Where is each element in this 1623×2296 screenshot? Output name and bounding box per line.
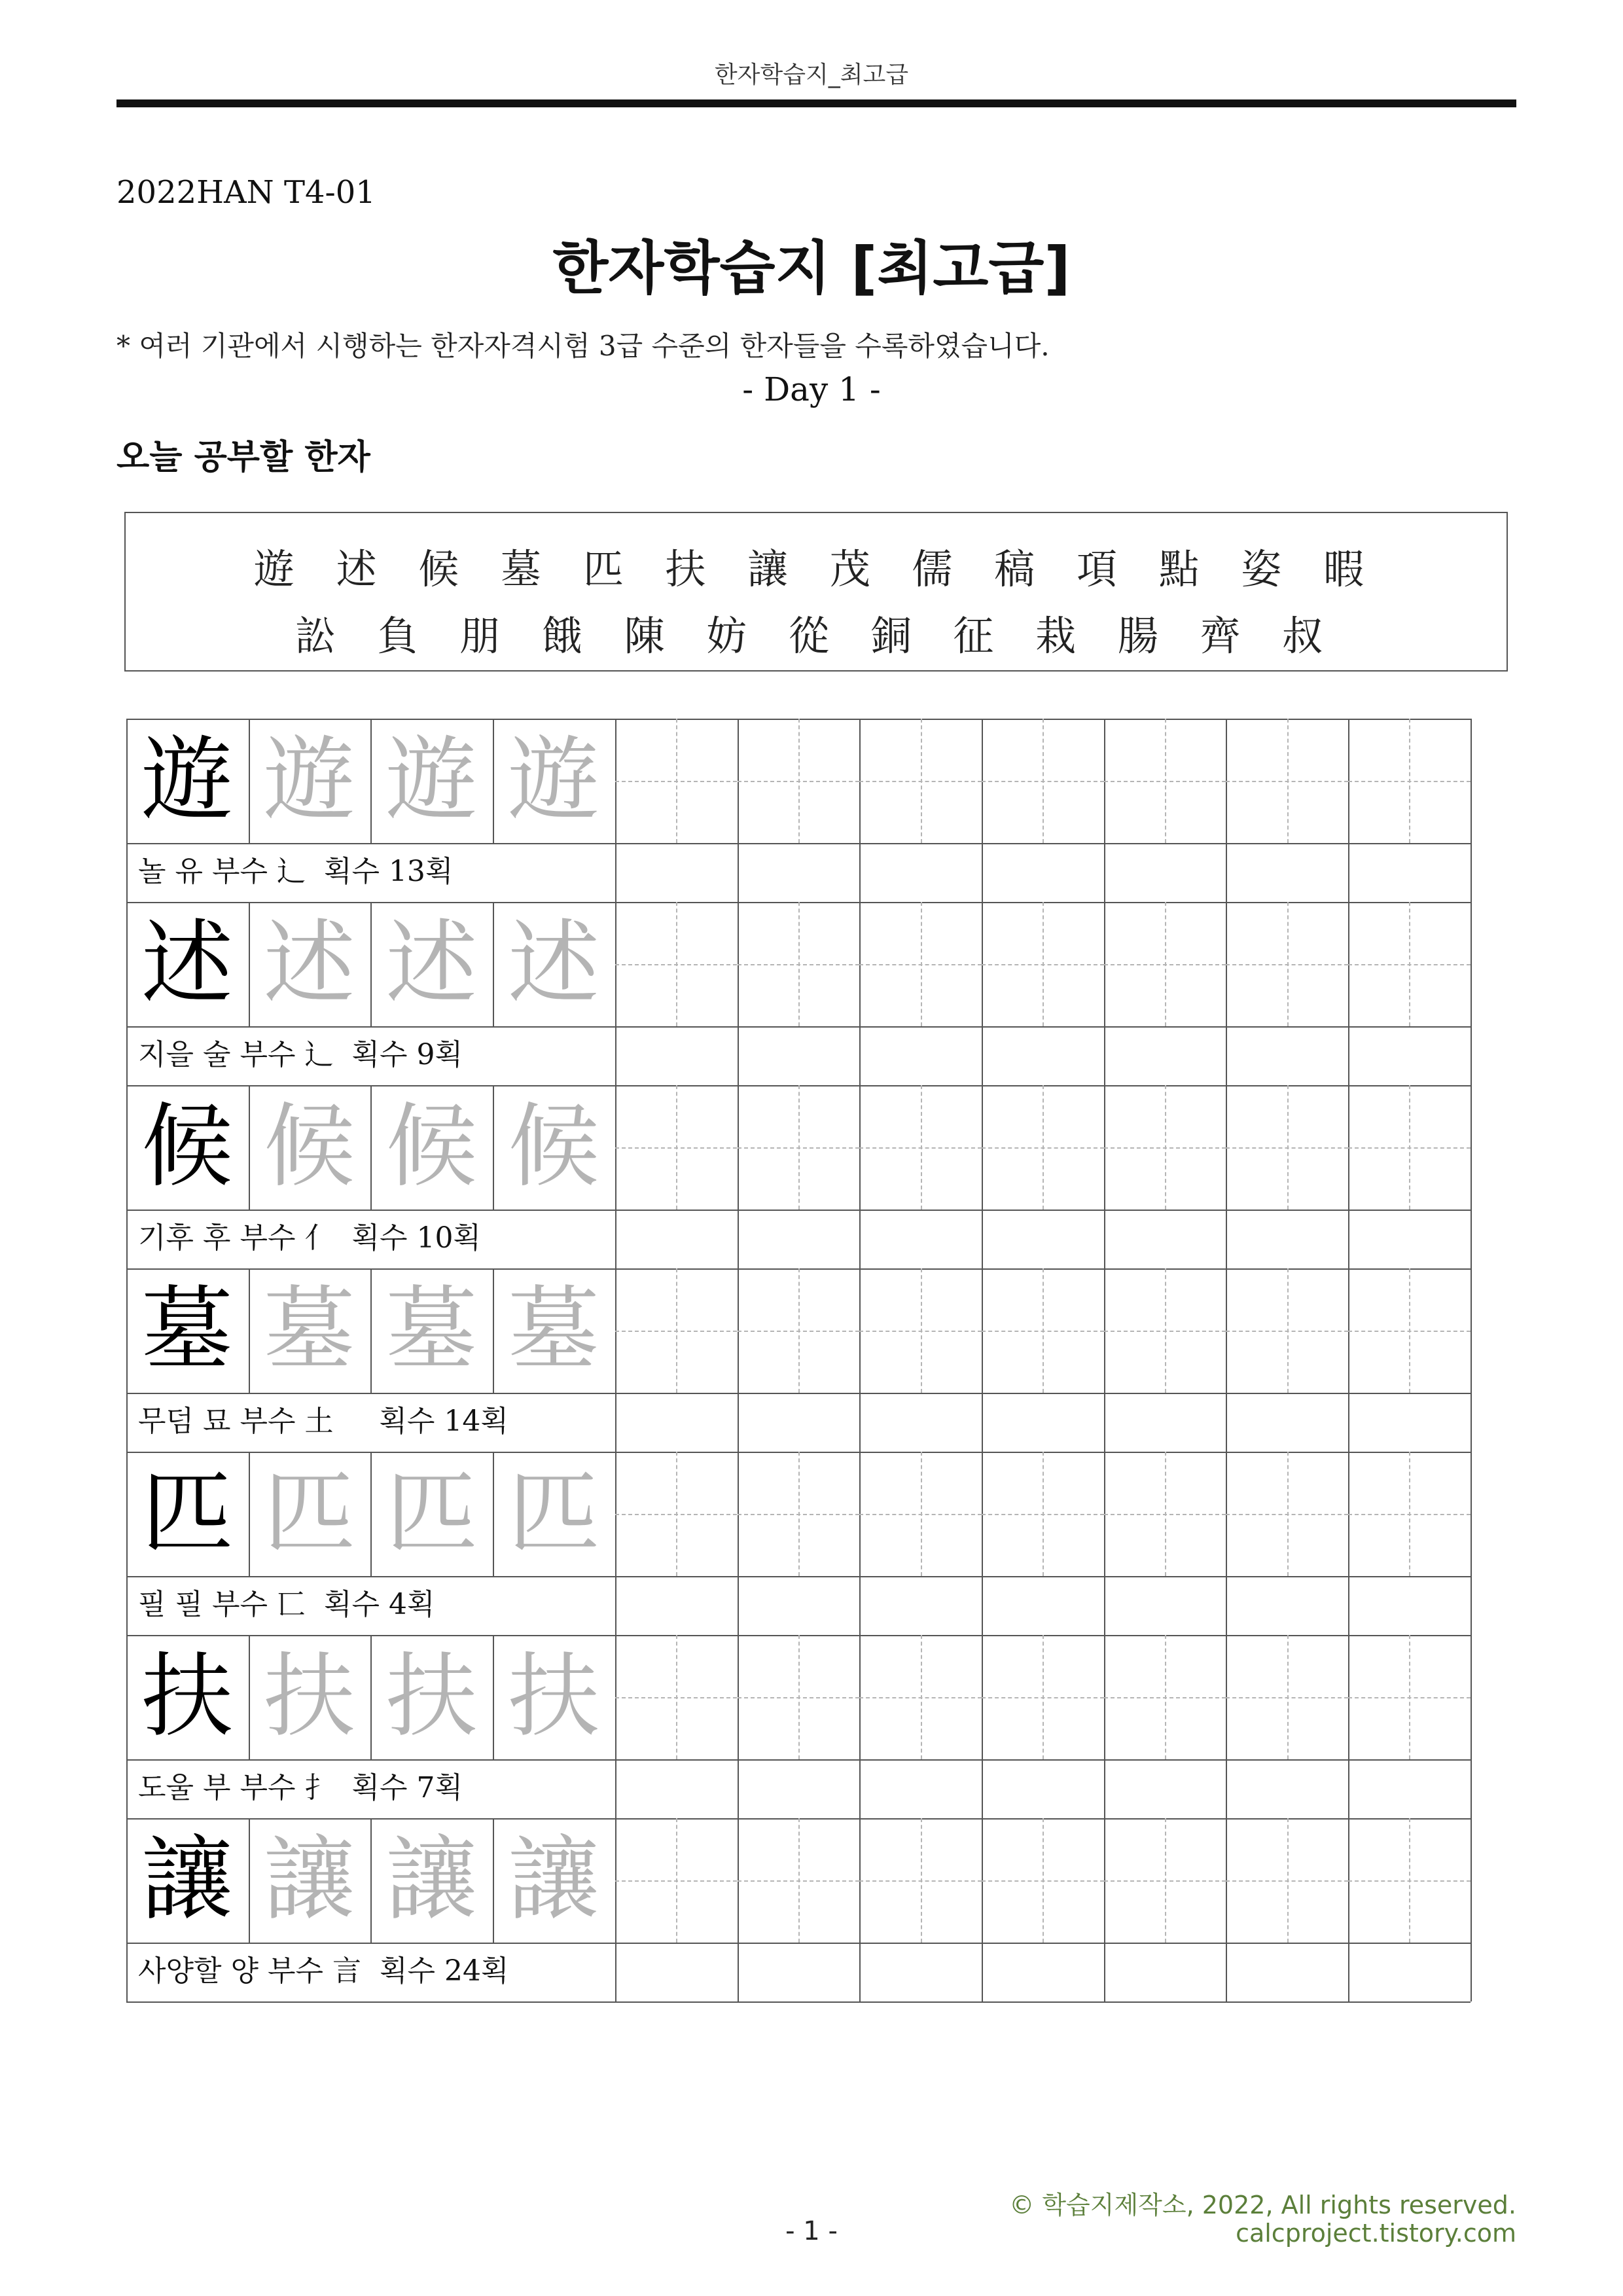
guide-line: [676, 1268, 677, 1393]
grid-line: [126, 1576, 128, 1635]
grid-line: [1348, 1210, 1349, 1268]
grid-line: [1104, 1759, 1105, 1818]
grid-line: [982, 1943, 983, 2001]
guide-line: [1043, 1818, 1044, 1943]
site-url: calcproject.tistory.com: [1236, 2219, 1516, 2248]
grid-line: [982, 1759, 983, 1818]
trace-character: 匹: [385, 1460, 478, 1567]
practice-character: 遊: [141, 727, 233, 834]
grid-line: [1471, 1026, 1472, 1085]
grid-line: [1226, 1943, 1227, 2001]
guide-line: [798, 902, 800, 1026]
today-characters-box: [124, 512, 1508, 672]
grid-line: [738, 1759, 739, 1818]
guide-line: [1165, 1085, 1166, 1210]
grid-line: [1471, 1943, 1472, 2001]
grid-line: [1471, 1759, 1472, 1818]
guide-line: [676, 902, 677, 1026]
page-title: 한자학습지 [최고급]: [552, 234, 1071, 302]
header-rule: [116, 99, 1516, 107]
grid-line: [1226, 843, 1227, 902]
guide-line: [1287, 902, 1289, 1026]
trace-character: 墓: [263, 1277, 355, 1384]
grid-line: [126, 843, 128, 902]
guide-line: [1165, 1452, 1166, 1576]
grid-line: [1226, 1026, 1227, 1085]
practice-character: 墓: [141, 1277, 233, 1384]
guide-line: [921, 1452, 922, 1576]
grid-line: [126, 1026, 128, 1085]
grid-line: [126, 1393, 128, 1452]
grid-line: [1104, 1576, 1105, 1635]
guide-line: [798, 719, 800, 843]
guide-line: [1287, 1635, 1289, 1759]
guide-line: [1165, 1635, 1166, 1759]
trace-character: 述: [508, 910, 600, 1017]
grid-line: [1348, 1943, 1349, 2001]
grid-line: [738, 1026, 739, 1085]
grid-line: [1471, 1635, 1472, 1759]
grid-line: [615, 1943, 616, 2001]
grid-line: [126, 1943, 128, 2001]
today-characters-line-2: 訟 負 朋 餓 陳 妨 從 銅 征 栽 腸 齊 叔: [294, 612, 1338, 660]
grid-line: [1104, 1210, 1105, 1268]
grid-line: [126, 1759, 128, 1818]
trace-character: 候: [385, 1094, 478, 1200]
grid-line: [1471, 719, 1472, 843]
trace-character: 候: [508, 1094, 600, 1200]
grid-line: [859, 1576, 861, 1635]
guide-line: [798, 1085, 800, 1210]
grid-line: [1471, 1085, 1472, 1210]
character-info: 필 필 부수 匸 획수 4획: [138, 1588, 435, 1621]
trace-character: 讓: [508, 1827, 600, 1933]
header-label: 한자학습지_최고급: [714, 62, 909, 88]
guide-line: [921, 1268, 922, 1393]
grid-line: [1348, 1393, 1349, 1452]
guide-line: [798, 1268, 800, 1393]
guide-line: [921, 1085, 922, 1210]
grid-line: [738, 1943, 739, 2001]
guide-line: [676, 1635, 677, 1759]
grid-line: [1226, 1210, 1227, 1268]
section-title: 오늘 공부할 한자: [116, 438, 370, 477]
character-info: 무덤 묘 부수 土 획수 14획: [138, 1405, 508, 1438]
guide-line: [676, 1818, 677, 1943]
document-code: 2022HAN T4-01: [116, 174, 376, 211]
grid-line: [1348, 1026, 1349, 1085]
trace-character: 述: [385, 910, 478, 1017]
guide-line: [1409, 1268, 1410, 1393]
guide-line: [798, 1452, 800, 1576]
grid-line: [982, 1026, 983, 1085]
guide-line: [1409, 1085, 1410, 1210]
grid-line: [615, 1210, 616, 1268]
practice-character: 候: [141, 1094, 233, 1200]
guide-line: [798, 1635, 800, 1759]
grid-line: [859, 1759, 861, 1818]
guide-line: [1287, 1085, 1289, 1210]
grid-line: [1471, 902, 1472, 1026]
grid-line: [738, 843, 739, 902]
guide-line: [1287, 1452, 1289, 1576]
grid-line: [1471, 1452, 1472, 1576]
character-info: 놀 유 부수 辶 획수 13획: [138, 855, 454, 888]
guide-line: [1043, 902, 1044, 1026]
grid-line: [859, 843, 861, 902]
guide-line: [676, 1085, 677, 1210]
guide-line: [1165, 902, 1166, 1026]
day-label: - Day 1 -: [742, 370, 881, 408]
copyright-notice: © 학습지제작소, 2022, All rights reserved.: [1009, 2191, 1516, 2219]
grid-line: [1471, 1576, 1472, 1635]
practice-character: 述: [141, 910, 233, 1017]
guide-line: [921, 1635, 922, 1759]
page-number: - 1 -: [785, 2216, 838, 2246]
guide-line: [676, 719, 677, 843]
grid-line: [859, 1026, 861, 1085]
grid-line: [738, 1210, 739, 1268]
guide-line: [798, 1818, 800, 1943]
grid-line: [1471, 1393, 1472, 1452]
grid-line: [1104, 1026, 1105, 1085]
grid-line: [1226, 1576, 1227, 1635]
grid-line: [1226, 1759, 1227, 1818]
trace-character: 讓: [263, 1827, 355, 1933]
grid-line: [859, 1210, 861, 1268]
grid-line: [1471, 1818, 1472, 1943]
grid-line: [615, 1576, 616, 1635]
guide-line: [1287, 719, 1289, 843]
guide-line: [1287, 1268, 1289, 1393]
grid-line: [982, 1393, 983, 1452]
grid-line: [859, 1943, 861, 2001]
grid-line: [738, 1393, 739, 1452]
guide-line: [1165, 1268, 1166, 1393]
grid-line: [1104, 1943, 1105, 2001]
guide-line: [1409, 902, 1410, 1026]
guide-line: [921, 902, 922, 1026]
trace-character: 墓: [385, 1277, 478, 1384]
grid-line: [859, 1393, 861, 1452]
guide-line: [1409, 1818, 1410, 1943]
guide-line: [1287, 1818, 1289, 1943]
guide-line: [1043, 1452, 1044, 1576]
guide-line: [1165, 1818, 1166, 1943]
grid-line: [1226, 1393, 1227, 1452]
trace-character: 遊: [263, 727, 355, 834]
guide-line: [676, 1452, 677, 1576]
trace-character: 讓: [385, 1827, 478, 1933]
grid-line: [1471, 843, 1472, 902]
trace-character: 述: [263, 910, 355, 1017]
grid-line: [738, 1576, 739, 1635]
grid-line: [615, 1026, 616, 1085]
grid-line: [1348, 1576, 1349, 1635]
practice-character: 讓: [141, 1827, 233, 1933]
notice-text: * 여러 기관에서 시행하는 한자자격시험 3급 수준의 한자들을 수록하였습니다.: [116, 330, 1050, 362]
guide-line: [1043, 1085, 1044, 1210]
trace-character: 墓: [508, 1277, 600, 1384]
grid-line: [126, 1210, 128, 1268]
grid-line: [1471, 1268, 1472, 1393]
guide-line: [921, 719, 922, 843]
character-info: 사양할 양 부수 言 획수 24획: [138, 1954, 509, 1988]
guide-line: [1043, 719, 1044, 843]
grid-line: [982, 1576, 983, 1635]
trace-character: 扶: [508, 1643, 600, 1750]
practice-character: 匹: [141, 1460, 233, 1567]
practice-grid: [126, 719, 1471, 2001]
trace-character: 扶: [263, 1643, 355, 1750]
grid-line: [126, 2001, 1471, 2003]
trace-character: 匹: [508, 1460, 600, 1567]
grid-line: [1348, 843, 1349, 902]
grid-line: [982, 1210, 983, 1268]
trace-character: 遊: [385, 727, 478, 834]
guide-line: [1409, 1452, 1410, 1576]
character-info: 지을 술 부수 辶 획수 9획: [138, 1038, 463, 1071]
guide-line: [1409, 719, 1410, 843]
trace-character: 匹: [263, 1460, 355, 1567]
grid-line: [615, 843, 616, 902]
trace-character: 遊: [508, 727, 600, 834]
grid-line: [1348, 1759, 1349, 1818]
grid-line: [615, 1393, 616, 1452]
grid-line: [615, 1759, 616, 1818]
guide-line: [1043, 1635, 1044, 1759]
today-characters-line-1: 遊 述 候 墓 匹 扶 讓 茂 儒 稿 項 點 姿 暇: [253, 545, 1379, 593]
trace-character: 扶: [385, 1643, 478, 1750]
trace-character: 候: [263, 1094, 355, 1200]
grid-line: [1104, 1393, 1105, 1452]
grid-line: [982, 843, 983, 902]
guide-line: [921, 1818, 922, 1943]
character-info: 도울 부 부수 扌 획수 7획: [138, 1771, 463, 1804]
grid-line: [1104, 843, 1105, 902]
guide-line: [1165, 719, 1166, 843]
character-info: 기후 후 부수 亻 획수 10획: [138, 1221, 481, 1255]
guide-line: [1409, 1635, 1410, 1759]
grid-line: [1471, 1210, 1472, 1268]
practice-character: 扶: [141, 1643, 233, 1750]
guide-line: [1043, 1268, 1044, 1393]
